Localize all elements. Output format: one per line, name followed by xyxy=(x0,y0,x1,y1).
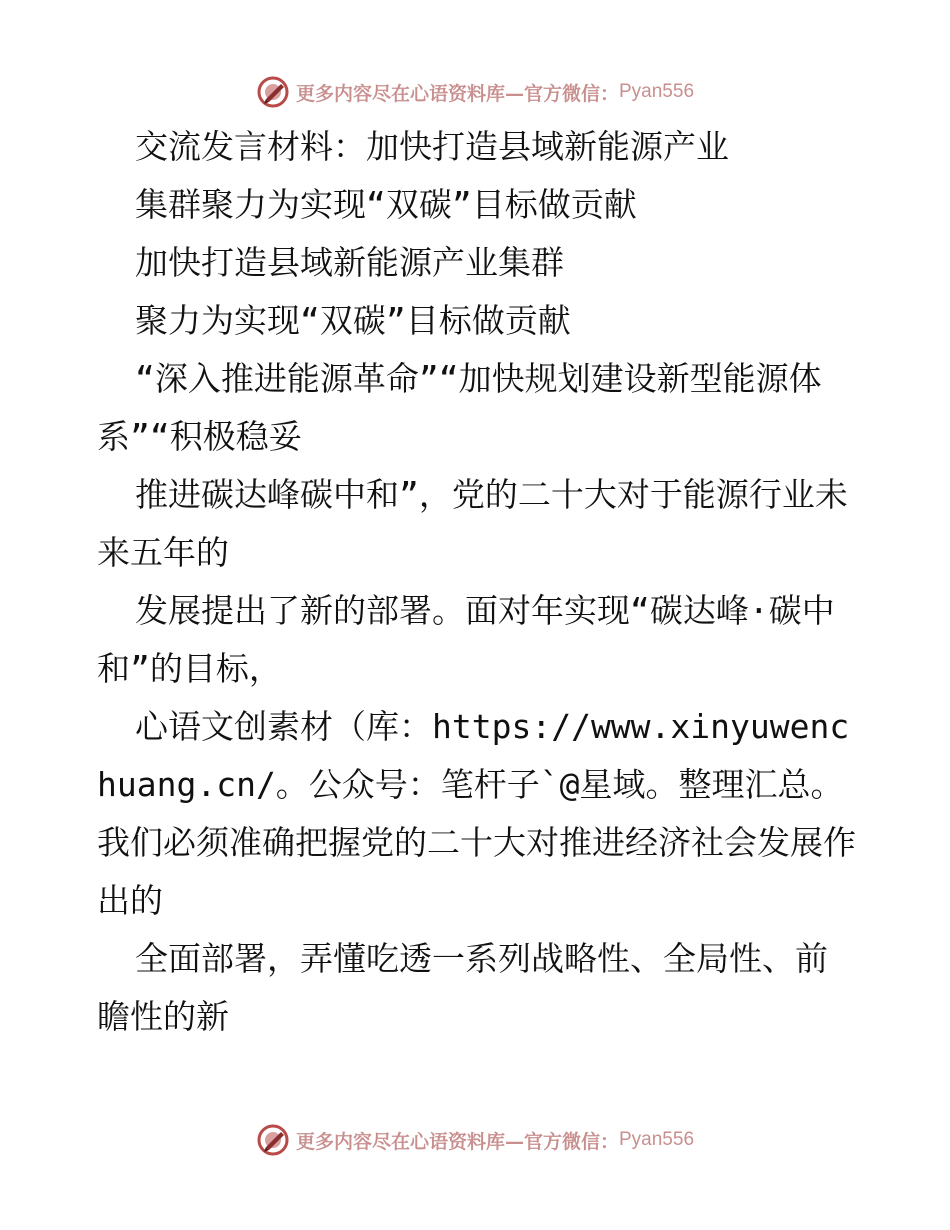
paragraph: 交流发言材料：加快打造县域新能源产业 xyxy=(135,127,729,166)
header-banner-text: 更多内容尽在心语资料库—官方微信： xyxy=(295,82,619,105)
paragraph: 发展提出了新的部署。面对年实现“碳达峰·碳中和”的目标， xyxy=(97,591,835,688)
footer-banner-text: 更多内容尽在心语资料库—官方微信： xyxy=(295,1130,619,1153)
header-watermark-banner xyxy=(0,72,950,112)
header-wechat-id: Pyan556 xyxy=(619,81,695,102)
paragraph: 集群聚力为实现“双碳”目标做贡献 xyxy=(135,185,637,224)
paragraph: 推进碳达峰碳中和”，党的二十大对于能源行业未来五年的 xyxy=(97,475,848,572)
paragraph: 加快打造县域新能源产业集群 xyxy=(135,243,564,282)
paragraph: 心语文创素材（库：https://www.xinyuwenchuang.cn/。公众号：笔杆子`@星域。整理汇总。我们必须准确把握党的二十大对推进经济社会发展作出的 xyxy=(97,707,856,920)
paragraph: 全面部署，弄懂吃透一系列战略性、全局性、前瞻性的新 xyxy=(97,939,828,1036)
document-body xyxy=(97,118,857,1046)
red-pen-seal-icon xyxy=(256,75,290,109)
paragraph: “深入推进能源革命”“加快规划建设新型能源体系”“积极稳妥 xyxy=(97,359,822,456)
paragraph: 聚力为实现“双碳”目标做贡献 xyxy=(135,301,571,340)
red-pen-seal-icon xyxy=(256,1123,290,1157)
footer-wechat-id: Pyan556 xyxy=(619,1129,695,1150)
footer-watermark-banner xyxy=(0,1120,950,1160)
